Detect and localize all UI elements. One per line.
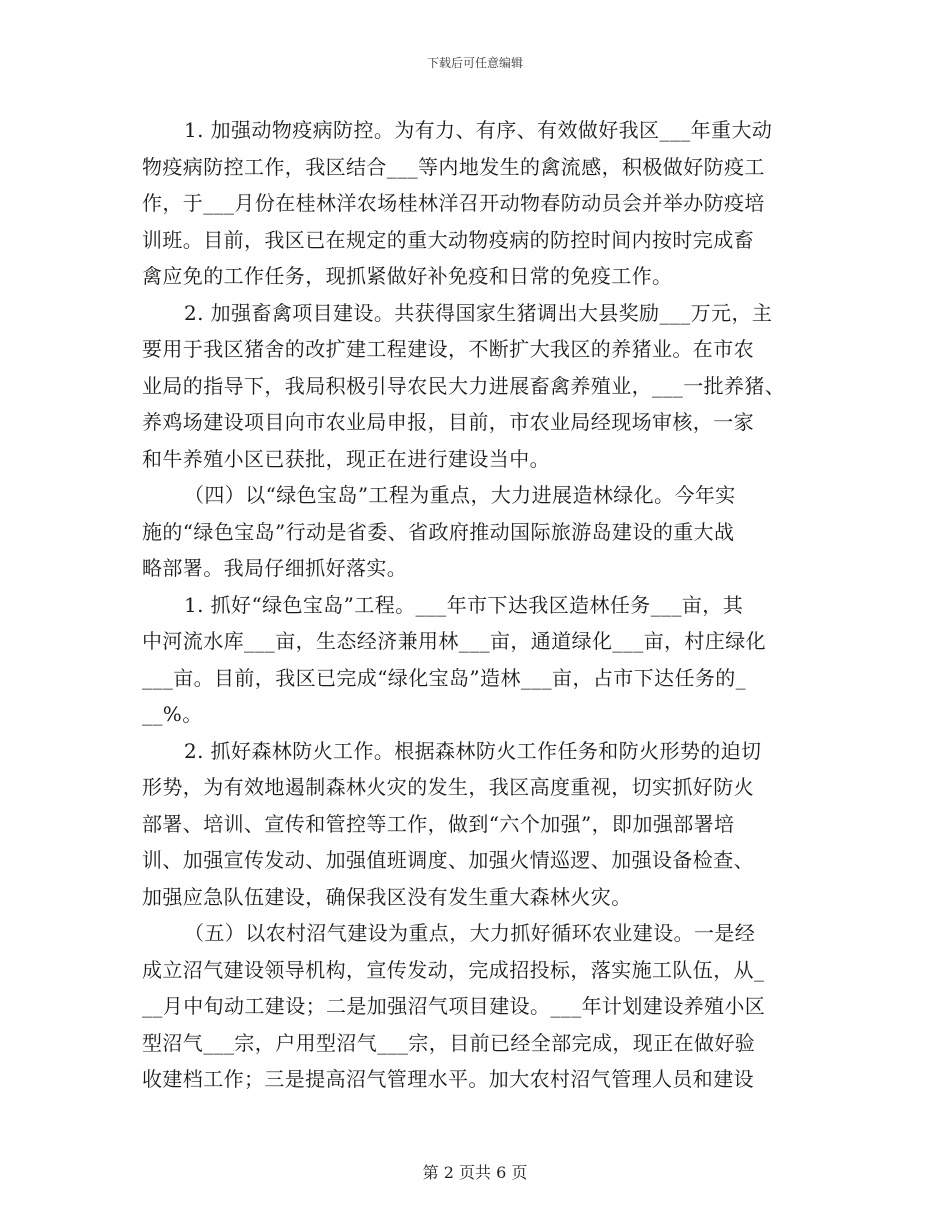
text-line: 训、加强宣传发动、加强值班调度、加强火情巡逻、加强设备检查、 (142, 848, 754, 872)
page-header: 下载后可任意编辑 (426, 56, 523, 70)
text-line: 形势，为有效地遏制森林火灾的发生，我区高度重视，切实抓好防火 (142, 775, 754, 799)
text-line: __月中旬动工建设；二是加强沼气项目建设。___年计划建设养殖小区 (142, 994, 766, 1018)
text-line: （四）以“绿色宝岛”工程为重点，大力进展造林绿化。今年实 (184, 483, 736, 507)
text-line: 业局的指导下，我局积极引导农民大力进展畜禽养殖业，___一批养猪、 (142, 373, 786, 398)
text-line: 要用于我区猪舍的改扩建工程建设，不断扩大我区的养猪业。在市农 (142, 337, 754, 361)
text-line: 施的“绿色宝岛”行动是省委、省政府推动国际旅游岛建设的重大战 (142, 519, 735, 544)
text-line: 型沼气___宗，户用型沼气___宗，目前已经全部完成，现正在做好验 (142, 1030, 756, 1055)
text-line: 成立沼气建设领导机构，宣传发动，完成招投标，落实施工队伍，从_ (142, 957, 765, 982)
text-line: 1. 加强动物疫病防控。为有力、有序、有效做好我区___年重大动 (184, 118, 773, 142)
text-line: 略部署。我局仔细抓好落实。 (142, 556, 408, 580)
text-line: 中河流水库___亩，生态经济兼用林___亩，通道绿化___亩，村庄绿化 (142, 629, 766, 653)
text-line: 1. 抓好“绿色宝岛”工程。___年市下达我区造林任务___亩，其 (184, 592, 744, 617)
text-line: ___亩。目前，我区已完成“绿化宝岛”造林___亩，占市下达任务的_ (142, 665, 747, 690)
text-line: 2. 抓好森林防火工作。根据森林防火工作任务和防火形势的迫切 (184, 738, 762, 763)
text-line: 加强应急队伍建设，确保我区没有发生重大森林火灾。 (142, 884, 632, 909)
text-line: 养鸡场建设项目向市农业局申报，目前，市农业局经现场审核，一家 (142, 410, 754, 434)
page-number: 第 2 页共 6 页 (422, 1163, 528, 1182)
text-line: （五）以农村沼气建设为重点，大力抓好循环农业建设。一是经 (184, 921, 756, 945)
text-line: 物疫病防控工作，我区结合___等内地发生的禽流感，积极做好防疫工 (142, 154, 765, 179)
text-line: 作，于___月份在桂林洋农场桂林洋召开动物春防动员会并举办防疫培 (142, 191, 765, 215)
text-line: 收建档工作；三是提高沼气管理水平。加大农村沼气管理人员和建设 (142, 1067, 754, 1091)
text-line: 训班。目前，我区已在规定的重大动物疫病的防控时间内按时完成畜 (142, 227, 754, 252)
text-line: 和牛养殖小区已获批，现正在进行建设当中。 (142, 446, 550, 471)
text-line: __%。 (142, 702, 203, 726)
text-line: 2. 加强畜禽项目建设。共获得国家生猪调出大县奖励___万元，主 (184, 300, 773, 325)
text-line: 部署、培训、宣传和管控等工作，做到“六个加强”，即加强部署培 (142, 811, 735, 836)
text-line: 禽应免的工作任务，现抓紧做好补免疫和日常的免疫工作。 (142, 264, 673, 288)
document-body (142, 112, 812, 1098)
